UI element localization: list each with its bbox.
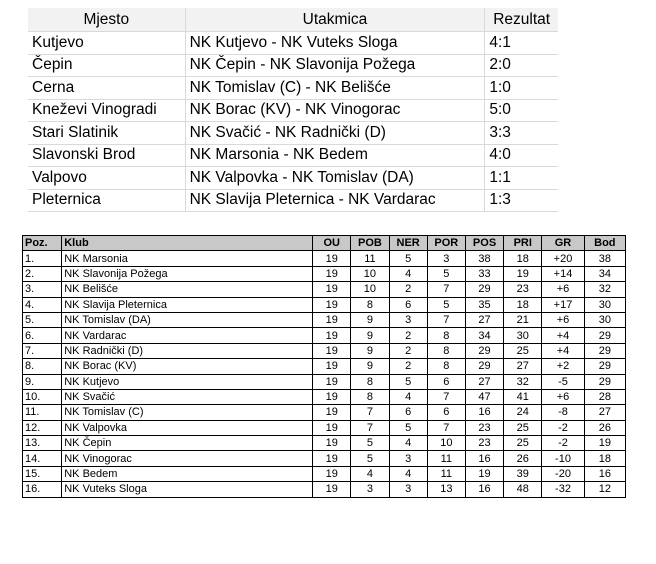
standings-cell-played: 19 (313, 328, 351, 343)
result-row (28, 99, 558, 122)
standings-cell-goals-against: 41 (504, 389, 542, 404)
standings-cell-goals-for: 16 (465, 405, 503, 420)
standings-cell-goal-diff: +4 (542, 328, 584, 343)
standings-cell-club: NK Slavonija Požega (62, 266, 313, 281)
standings-cell-points: 29 (584, 328, 625, 343)
results-header-match: Utakmica (185, 8, 485, 32)
standings-cell-goals-against: 25 (504, 343, 542, 358)
standings-cell-pos: 10. (23, 389, 62, 404)
standings-cell-club: NK Tomislav (DA) (62, 312, 313, 327)
standings-cell-pos: 9. (23, 374, 62, 389)
standings-cell-goals-against: 25 (504, 420, 542, 435)
result-score: 4:1 (485, 32, 558, 55)
standings-cell-drawn: 4 (389, 389, 427, 404)
standings-row (23, 482, 626, 497)
standings-cell-goals-for: 47 (465, 389, 503, 404)
standings-cell-goal-diff: +2 (542, 359, 584, 374)
standings-cell-goals-against: 32 (504, 374, 542, 389)
standings-cell-points: 30 (584, 312, 625, 327)
standings-cell-lost: 7 (427, 389, 465, 404)
standings-header-won: POB (351, 236, 389, 251)
standings-cell-goals-for: 29 (465, 359, 503, 374)
standings-cell-won: 5 (351, 451, 389, 466)
standings-header-played: OU (313, 236, 351, 251)
standings-cell-goals-for: 34 (465, 328, 503, 343)
standings-cell-pos: 13. (23, 436, 62, 451)
standings-cell-goal-diff: -20 (542, 466, 584, 481)
standings-cell-lost: 5 (427, 266, 465, 281)
standings-cell-goals-for: 23 (465, 436, 503, 451)
standings-header-points: Bod (584, 236, 625, 251)
standings-cell-won: 4 (351, 466, 389, 481)
standings-cell-drawn: 2 (389, 328, 427, 343)
standings-row (23, 451, 626, 466)
result-row (28, 77, 558, 100)
standings-cell-goal-diff: -32 (542, 482, 584, 497)
standings-cell-club: NK Čepin (62, 436, 313, 451)
standings-cell-goal-diff: +6 (542, 282, 584, 297)
standings-cell-goals-against: 23 (504, 282, 542, 297)
standings-cell-club: NK Vinogorac (62, 451, 313, 466)
standings-cell-won: 7 (351, 405, 389, 420)
standings-header-row (23, 236, 626, 251)
standings-cell-played: 19 (313, 451, 351, 466)
standings-cell-won: 8 (351, 297, 389, 312)
standings-cell-lost: 8 (427, 343, 465, 358)
standings-row (23, 266, 626, 281)
standings-row (23, 312, 626, 327)
standings-row (23, 389, 626, 404)
result-match: NK Borac (KV) - NK Vinogorac (185, 99, 485, 122)
standings-cell-won: 9 (351, 312, 389, 327)
standings-cell-goal-diff: +20 (542, 251, 584, 266)
results-body (28, 32, 558, 212)
standings-cell-played: 19 (313, 359, 351, 374)
standings-cell-club: NK Slavija Pleternica (62, 297, 313, 312)
standings-header-drawn: NER (389, 236, 427, 251)
standings-cell-goals-against: 18 (504, 297, 542, 312)
result-match: NK Tomislav (C) - NK Belišće (185, 77, 485, 100)
standings-cell-won: 9 (351, 343, 389, 358)
standings-header-goals-for: POS (465, 236, 503, 251)
standings-cell-played: 19 (313, 405, 351, 420)
result-place: Čepin (28, 54, 185, 77)
standings-table (22, 235, 626, 498)
standings-cell-goal-diff: -2 (542, 436, 584, 451)
standings-cell-goal-diff: -8 (542, 405, 584, 420)
standings-cell-drawn: 4 (389, 266, 427, 281)
standings-cell-goal-diff: +6 (542, 312, 584, 327)
standings-cell-drawn: 5 (389, 420, 427, 435)
standings-cell-club: NK Kutjevo (62, 374, 313, 389)
standings-row (23, 282, 626, 297)
standings-cell-played: 19 (313, 266, 351, 281)
standings-cell-goals-for: 27 (465, 374, 503, 389)
standings-cell-goal-diff: +14 (542, 266, 584, 281)
standings-cell-club: NK Tomislav (C) (62, 405, 313, 420)
standings-cell-pos: 2. (23, 266, 62, 281)
standings-cell-pos: 11. (23, 405, 62, 420)
result-place: Cerna (28, 77, 185, 100)
standings-cell-pos: 15. (23, 466, 62, 481)
standings-cell-points: 29 (584, 374, 625, 389)
standings-cell-played: 19 (313, 482, 351, 497)
standings-cell-won: 9 (351, 328, 389, 343)
standings-cell-drawn: 3 (389, 312, 427, 327)
standings-cell-played: 19 (313, 282, 351, 297)
standings-row (23, 343, 626, 358)
standings-cell-goal-diff: +17 (542, 297, 584, 312)
standings-cell-lost: 5 (427, 297, 465, 312)
standings-cell-lost: 7 (427, 282, 465, 297)
standings-cell-drawn: 4 (389, 436, 427, 451)
standings-header-lost: POR (427, 236, 465, 251)
result-match: NK Kutjevo - NK Vuteks Sloga (185, 32, 485, 55)
standings-cell-points: 26 (584, 420, 625, 435)
standings-cell-drawn: 3 (389, 482, 427, 497)
standings-cell-goals-for: 29 (465, 343, 503, 358)
standings-cell-goal-diff: -5 (542, 374, 584, 389)
standings-cell-won: 11 (351, 251, 389, 266)
standings-cell-points: 30 (584, 297, 625, 312)
results-table (28, 8, 558, 212)
standings-header-club: Klub (62, 236, 313, 251)
standings-cell-goals-against: 18 (504, 251, 542, 266)
standings-cell-won: 9 (351, 359, 389, 374)
result-score: 1:1 (485, 167, 558, 190)
standings-cell-goals-for: 16 (465, 451, 503, 466)
standings-cell-pos: 5. (23, 312, 62, 327)
standings-cell-lost: 13 (427, 482, 465, 497)
standings-cell-played: 19 (313, 389, 351, 404)
standings-header-goal-diff: GR (542, 236, 584, 251)
standings-cell-points: 38 (584, 251, 625, 266)
standings-cell-club: NK Borac (KV) (62, 359, 313, 374)
standings-cell-points: 28 (584, 389, 625, 404)
standings-cell-drawn: 4 (389, 466, 427, 481)
standings-cell-goal-diff: -2 (542, 420, 584, 435)
standings-cell-won: 10 (351, 266, 389, 281)
standings-row (23, 405, 626, 420)
standings-row (23, 359, 626, 374)
standings-header-goals-against: PRI (504, 236, 542, 251)
result-score: 2:0 (485, 54, 558, 77)
result-place: Slavonski Brod (28, 144, 185, 167)
standings-cell-goals-for: 29 (465, 282, 503, 297)
standings-cell-pos: 8. (23, 359, 62, 374)
standings-cell-pos: 1. (23, 251, 62, 266)
result-row (28, 32, 558, 55)
standings-cell-pos: 7. (23, 343, 62, 358)
standings-cell-goals-against: 48 (504, 482, 542, 497)
standings-cell-won: 3 (351, 482, 389, 497)
result-place: Kutjevo (28, 32, 185, 55)
result-score: 1:3 (485, 189, 558, 212)
standings-cell-drawn: 2 (389, 359, 427, 374)
standings-cell-goals-for: 35 (465, 297, 503, 312)
standings-cell-drawn: 2 (389, 282, 427, 297)
standings-cell-pos: 16. (23, 482, 62, 497)
standings-row (23, 297, 626, 312)
standings-cell-goal-diff: +6 (542, 389, 584, 404)
standings-cell-played: 19 (313, 420, 351, 435)
standings-cell-drawn: 2 (389, 343, 427, 358)
standings-row (23, 420, 626, 435)
standings-cell-lost: 7 (427, 312, 465, 327)
standings-cell-club: NK Radnički (D) (62, 343, 313, 358)
standings-cell-lost: 6 (427, 374, 465, 389)
standings-row (23, 328, 626, 343)
standings-cell-club: NK Bedem (62, 466, 313, 481)
standings-cell-drawn: 6 (389, 297, 427, 312)
standings-cell-lost: 10 (427, 436, 465, 451)
standings-cell-goals-for: 27 (465, 312, 503, 327)
standings-cell-points: 32 (584, 282, 625, 297)
standings-cell-pos: 6. (23, 328, 62, 343)
standings-cell-won: 8 (351, 374, 389, 389)
result-place: Kneževi Vinogradi (28, 99, 185, 122)
standings-cell-won: 5 (351, 436, 389, 451)
standings-cell-won: 10 (351, 282, 389, 297)
standings-cell-club: NK Marsonia (62, 251, 313, 266)
standings-cell-goals-against: 25 (504, 436, 542, 451)
standings-cell-club: NK Vardarac (62, 328, 313, 343)
standings-cell-played: 19 (313, 312, 351, 327)
standings-cell-lost: 6 (427, 405, 465, 420)
result-score: 1:0 (485, 77, 558, 100)
standings-cell-goals-against: 21 (504, 312, 542, 327)
standings-cell-played: 19 (313, 436, 351, 451)
standings-cell-won: 8 (351, 389, 389, 404)
standings-cell-points: 12 (584, 482, 625, 497)
standings-cell-points: 27 (584, 405, 625, 420)
standings-cell-drawn: 6 (389, 405, 427, 420)
standings-cell-goal-diff: +4 (542, 343, 584, 358)
standings-cell-played: 19 (313, 343, 351, 358)
standings-cell-played: 19 (313, 251, 351, 266)
standings-cell-points: 19 (584, 436, 625, 451)
standings-cell-lost: 11 (427, 466, 465, 481)
standings-cell-goals-for: 33 (465, 266, 503, 281)
standings-cell-club: NK Svačić (62, 389, 313, 404)
standings-cell-lost: 8 (427, 328, 465, 343)
result-row (28, 122, 558, 145)
result-place: Stari Slatinik (28, 122, 185, 145)
standings-cell-goal-diff: -10 (542, 451, 584, 466)
result-match: NK Čepin - NK Slavonija Požega (185, 54, 485, 77)
standings-cell-goals-for: 16 (465, 482, 503, 497)
result-score: 3:3 (485, 122, 558, 145)
standings-cell-points: 18 (584, 451, 625, 466)
result-score: 4:0 (485, 144, 558, 167)
standings-cell-lost: 7 (427, 420, 465, 435)
standings-cell-played: 19 (313, 297, 351, 312)
standings-cell-drawn: 5 (389, 374, 427, 389)
standings-cell-played: 19 (313, 466, 351, 481)
result-match: NK Marsonia - NK Bedem (185, 144, 485, 167)
standings-cell-drawn: 3 (389, 451, 427, 466)
standings-cell-points: 29 (584, 359, 625, 374)
standings-cell-goals-against: 39 (504, 466, 542, 481)
standings-cell-club: NK Valpovka (62, 420, 313, 435)
standings-cell-goals-against: 24 (504, 405, 542, 420)
standings-cell-goals-for: 19 (465, 466, 503, 481)
standings-cell-lost: 3 (427, 251, 465, 266)
standings-cell-lost: 8 (427, 359, 465, 374)
standings-cell-goals-against: 30 (504, 328, 542, 343)
standings-cell-points: 34 (584, 266, 625, 281)
results-header-score: Rezultat (485, 8, 558, 32)
results-header-place: Mjesto (28, 8, 185, 32)
result-match: NK Valpovka - NK Tomislav (DA) (185, 167, 485, 190)
standings-cell-played: 19 (313, 374, 351, 389)
standings-cell-pos: 14. (23, 451, 62, 466)
standings-cell-goals-against: 27 (504, 359, 542, 374)
standings-cell-points: 16 (584, 466, 625, 481)
standings-row (23, 374, 626, 389)
result-place: Pleternica (28, 189, 185, 212)
standings-cell-goals-for: 23 (465, 420, 503, 435)
standings-cell-won: 7 (351, 420, 389, 435)
standings-header-pos: Poz. (23, 236, 62, 251)
standings-cell-goals-against: 26 (504, 451, 542, 466)
standings-cell-club: NK Vuteks Sloga (62, 482, 313, 497)
standings-cell-pos: 3. (23, 282, 62, 297)
result-match: NK Svačić - NK Radnički (D) (185, 122, 485, 145)
result-row (28, 189, 558, 212)
result-place: Valpovo (28, 167, 185, 190)
standings-cell-club: NK Belišće (62, 282, 313, 297)
results-header-row (28, 8, 558, 32)
result-match: NK Slavija Pleternica - NK Vardarac (185, 189, 485, 212)
standings-cell-goals-against: 19 (504, 266, 542, 281)
result-row (28, 54, 558, 77)
standings-cell-drawn: 5 (389, 251, 427, 266)
result-row (28, 167, 558, 190)
standings-row (23, 466, 626, 481)
standings-row (23, 251, 626, 266)
standings-cell-pos: 12. (23, 420, 62, 435)
result-score: 5:0 (485, 99, 558, 122)
standings-body (23, 251, 626, 497)
result-row (28, 144, 558, 167)
standings-cell-goals-for: 38 (465, 251, 503, 266)
standings-cell-pos: 4. (23, 297, 62, 312)
standings-row (23, 436, 626, 451)
standings-cell-lost: 11 (427, 451, 465, 466)
standings-cell-points: 29 (584, 343, 625, 358)
